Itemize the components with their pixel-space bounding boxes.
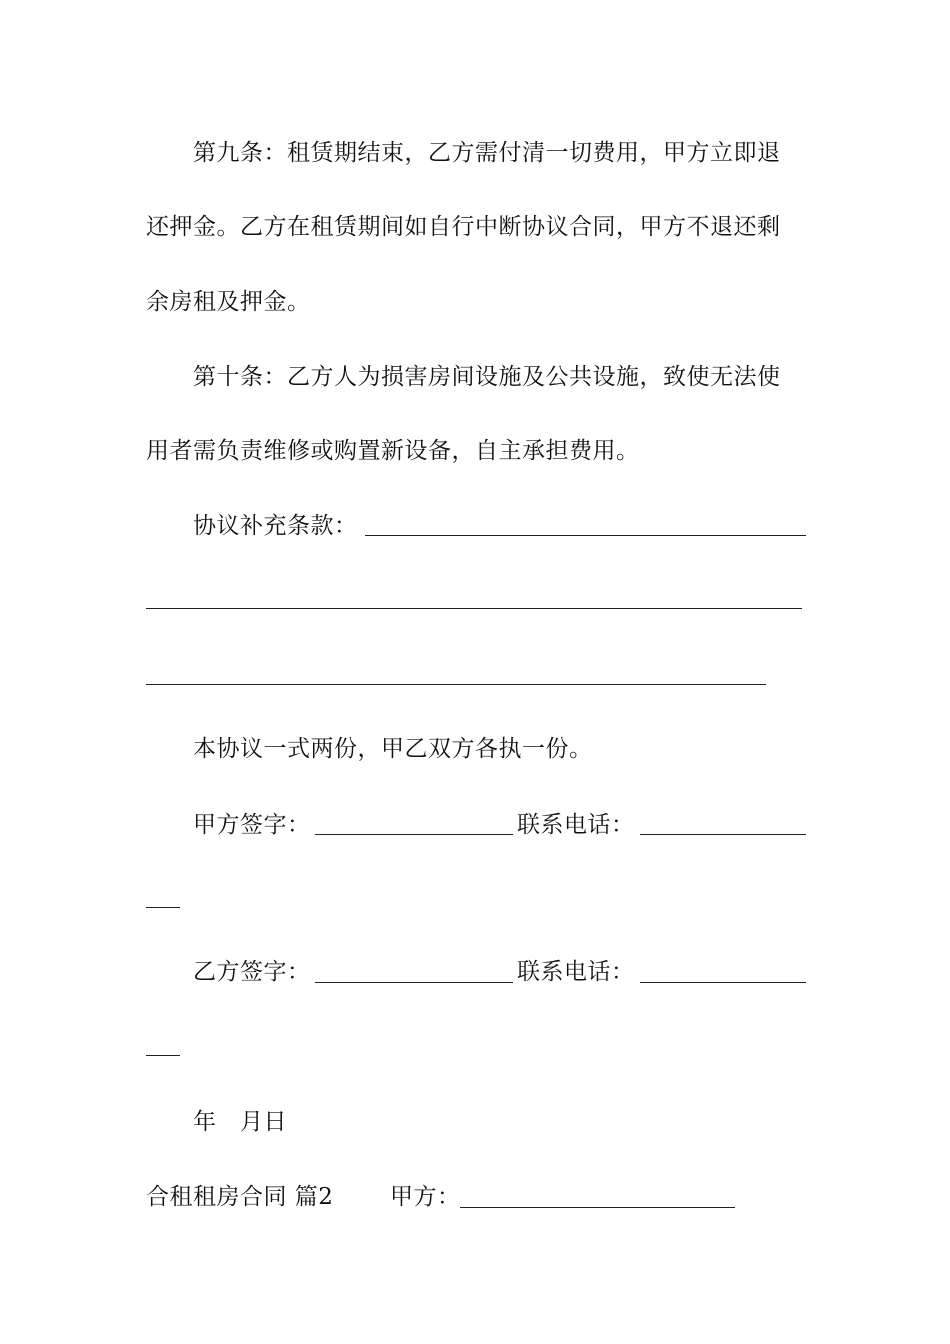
article-10-line-1: 第十条：乙方人为损害房间设施及公共设施，致使无法使: [193, 364, 781, 390]
copies-note: 本协议一式两份，甲乙双方各执一份。: [193, 736, 593, 762]
party-a-phone-label: 联系电话：: [517, 812, 635, 838]
next-section-title: 合租租房合同 篇2: [146, 1184, 334, 1210]
article-9-line-2: 还押金。乙方在租赁期间如自行中断协议合同，甲方不退还剩: [146, 214, 781, 240]
party-b-phone-label: 联系电话：: [517, 959, 635, 985]
article-9-line-1: 第九条：租赁期结束，乙方需付清一切费用，甲方立即退: [193, 140, 781, 166]
supplement-blank-3: [146, 684, 766, 685]
party-a-sign-label: 甲方签字：: [193, 812, 311, 838]
party-a-sign-blank: [315, 834, 513, 835]
party-b-sign-blank: [315, 982, 513, 983]
next-section-party-a-blank: [460, 1207, 735, 1208]
article-10-line-2: 用者需负责维修或购置新设备，自主承担费用。: [146, 438, 640, 464]
supplement-blank-2: [146, 608, 802, 609]
party-b-phone-blank: [640, 982, 806, 983]
date-line: 年 月日: [193, 1109, 287, 1135]
supplement-label: 协议补充条款：: [193, 513, 358, 539]
next-section-party-a-label: 甲方：: [390, 1184, 461, 1210]
party-b-phone-blank-continued: [146, 1055, 180, 1056]
party-b-sign-label: 乙方签字：: [193, 959, 311, 985]
party-a-phone-blank: [640, 834, 806, 835]
article-9-line-3: 余房租及押金。: [146, 289, 311, 315]
supplement-blank-1: [365, 535, 806, 536]
party-a-phone-blank-continued: [146, 907, 180, 908]
